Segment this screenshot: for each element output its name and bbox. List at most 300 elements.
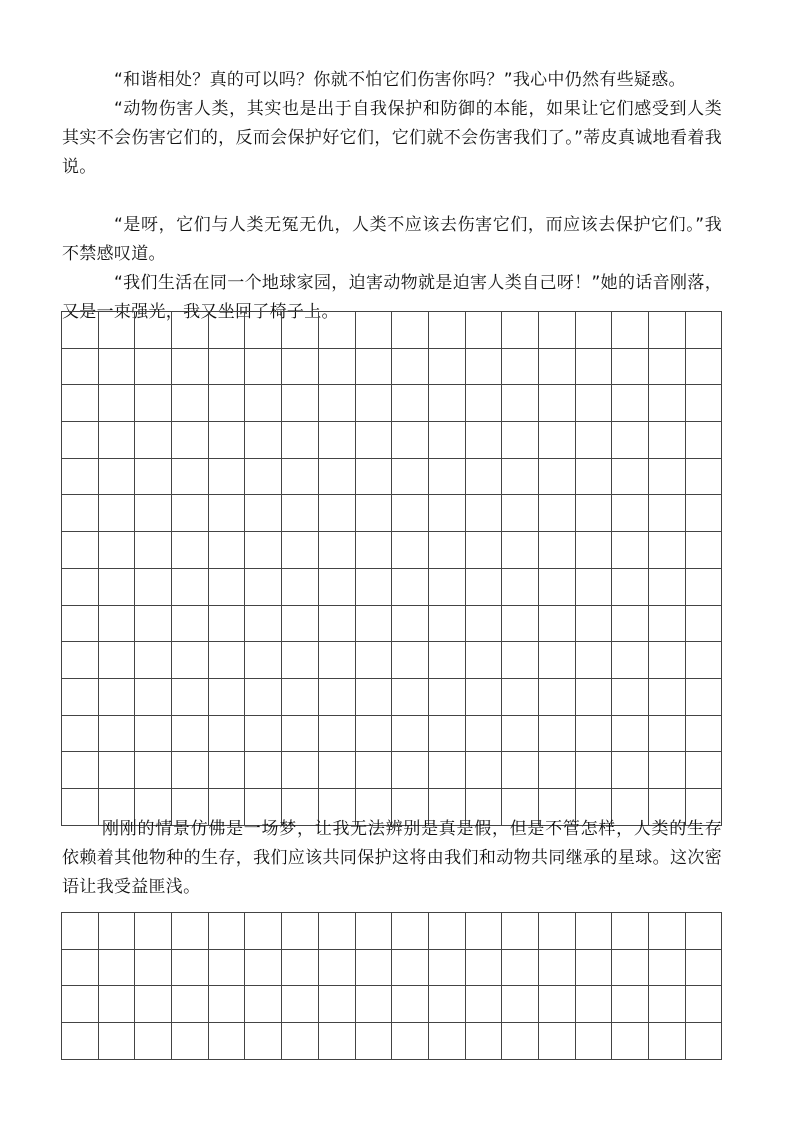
grid-cell <box>209 569 246 606</box>
grid-cell <box>429 495 466 532</box>
grid-cell <box>686 312 723 349</box>
writing-grid-bottom <box>61 912 722 1060</box>
grid-cell <box>466 752 503 789</box>
grid-cell <box>245 606 282 643</box>
grid-cell <box>429 986 466 1023</box>
grid-cell <box>62 752 99 789</box>
grid-cell <box>502 950 539 987</box>
grid-cell <box>135 716 172 753</box>
grid-cell <box>209 349 246 386</box>
grid-cell <box>612 569 649 606</box>
grid-cell <box>502 532 539 569</box>
grid-cell <box>99 642 136 679</box>
grid-cell <box>612 950 649 987</box>
grid-cell <box>539 495 576 532</box>
grid-cell <box>539 422 576 459</box>
grid-cell <box>539 716 576 753</box>
grid-cell <box>319 606 356 643</box>
grid-cell <box>209 752 246 789</box>
grid-cell <box>62 312 99 349</box>
grid-cell <box>576 950 613 987</box>
grid-cell <box>649 312 686 349</box>
grid-cell <box>686 950 723 987</box>
grid-cell <box>612 495 649 532</box>
grid-cell <box>539 349 576 386</box>
grid-cell <box>172 950 209 987</box>
grid-cell <box>99 349 136 386</box>
grid-cell <box>686 986 723 1023</box>
grid-cell <box>686 495 723 532</box>
paragraph-earth-home: “我们生活在同一个地球家园，迫害动物就是迫害人类自己呀！”她的话音刚落，又是一束强光，我又坐回了椅子上。 <box>62 273 722 322</box>
grid-cell <box>282 385 319 422</box>
grid-cell <box>319 679 356 716</box>
grid-cell <box>502 569 539 606</box>
grid-cell <box>172 913 209 950</box>
grid-cell <box>319 312 356 349</box>
grid-cell <box>392 642 429 679</box>
grid-cell <box>135 349 172 386</box>
paragraph-doubt: “和谐相处？真的可以吗？你就不怕它们伤害你吗？”我心中仍然有些疑惑。 <box>114 70 686 90</box>
grid-cell <box>356 312 393 349</box>
grid-cell <box>135 606 172 643</box>
grid-cell <box>319 1023 356 1060</box>
grid-cell <box>135 950 172 987</box>
grid-cell <box>649 495 686 532</box>
grid-cell <box>282 495 319 532</box>
grid-cell <box>502 716 539 753</box>
grid-cell <box>392 349 429 386</box>
grid-cell <box>686 716 723 753</box>
grid-cell <box>392 569 429 606</box>
grid-cell <box>99 312 136 349</box>
grid-cell <box>209 606 246 643</box>
grid-cell <box>319 385 356 422</box>
grid-cell <box>172 679 209 716</box>
grid-cell <box>612 312 649 349</box>
grid-cell <box>135 913 172 950</box>
grid-cell <box>466 913 503 950</box>
writing-grid-main <box>61 311 722 826</box>
grid-cell <box>319 532 356 569</box>
grid-cell <box>649 459 686 496</box>
grid-cell <box>429 752 466 789</box>
paragraph-animal-self-defense: “动物伤害人类，其实也是出于自我保护和防御的本能，如果让它们感受到人类其实不会伤害它们的，反而会保护好它们，它们就不会伤害我们了。”蒂皮真诚地看着我说。 <box>62 99 722 177</box>
grid-cell <box>649 752 686 789</box>
grid-cell <box>392 752 429 789</box>
grid-cell <box>649 679 686 716</box>
grid-cell <box>392 606 429 643</box>
grid-cell <box>209 495 246 532</box>
grid-cell <box>466 495 503 532</box>
grid-cell <box>62 716 99 753</box>
grid-cell <box>356 569 393 606</box>
grid-cell <box>135 642 172 679</box>
grid-cell <box>392 913 429 950</box>
grid-cell <box>62 422 99 459</box>
grid-cell <box>539 642 576 679</box>
grid-cell <box>576 495 613 532</box>
grid-cell <box>356 950 393 987</box>
grid-cell <box>612 913 649 950</box>
grid-cell <box>62 642 99 679</box>
grid-cell <box>502 495 539 532</box>
grid-cell <box>245 913 282 950</box>
grid-cell <box>539 986 576 1023</box>
grid-cell <box>576 569 613 606</box>
grid-cell <box>466 385 503 422</box>
grid-cell <box>539 385 576 422</box>
grid-cell <box>356 1023 393 1060</box>
grid-cell <box>319 752 356 789</box>
grid-cell <box>429 349 466 386</box>
grid-cell <box>135 752 172 789</box>
grid-cell <box>245 950 282 987</box>
grid-cell <box>429 950 466 987</box>
grid-cell <box>612 1023 649 1060</box>
grid-cell <box>392 950 429 987</box>
grid-cell <box>649 986 686 1023</box>
grid-cell <box>209 986 246 1023</box>
grid-cell <box>392 422 429 459</box>
grid-cell <box>135 312 172 349</box>
grid-cell <box>356 752 393 789</box>
grid-cell <box>319 913 356 950</box>
grid-cell <box>62 1023 99 1060</box>
grid-cell <box>576 679 613 716</box>
grid-cell <box>502 459 539 496</box>
grid-cell <box>576 913 613 950</box>
grid-cell <box>319 986 356 1023</box>
grid-cell <box>429 459 466 496</box>
grid-cell <box>429 385 466 422</box>
grid-cell <box>612 532 649 569</box>
grid-cell <box>466 606 503 643</box>
grid-cell <box>429 569 466 606</box>
grid-cell <box>466 950 503 987</box>
grid-cell <box>172 1023 209 1060</box>
grid-cell <box>502 986 539 1023</box>
grid-cell <box>576 312 613 349</box>
grid-cell <box>576 422 613 459</box>
grid-cell <box>62 532 99 569</box>
grid-cell <box>282 642 319 679</box>
grid-cell <box>99 679 136 716</box>
grid-cell <box>612 606 649 643</box>
grid-cell <box>502 1023 539 1060</box>
grid-cell <box>429 642 466 679</box>
grid-cell <box>62 569 99 606</box>
grid-cell <box>319 495 356 532</box>
grid-cell <box>612 349 649 386</box>
grid-cell <box>392 495 429 532</box>
grid-cell <box>62 986 99 1023</box>
grid-cell <box>502 642 539 679</box>
grid-cell <box>502 679 539 716</box>
grid-cell <box>502 606 539 643</box>
grid-cell <box>282 422 319 459</box>
grid-cell <box>319 716 356 753</box>
grid-cell <box>282 716 319 753</box>
grid-cell <box>429 913 466 950</box>
grid-cell <box>502 752 539 789</box>
grid-cell <box>135 532 172 569</box>
grid-cell <box>99 569 136 606</box>
grid-cell <box>392 459 429 496</box>
grid-cell <box>356 349 393 386</box>
grid-cell <box>245 716 282 753</box>
grid-cell <box>612 642 649 679</box>
grid-cell <box>172 716 209 753</box>
grid-cell <box>282 950 319 987</box>
grid-cell <box>62 385 99 422</box>
grid-cell <box>99 986 136 1023</box>
grid-cell <box>319 459 356 496</box>
grid-cell <box>282 349 319 386</box>
grid-cell <box>282 1023 319 1060</box>
grid-cell <box>99 913 136 950</box>
grid-cell <box>576 986 613 1023</box>
grid-cell <box>209 716 246 753</box>
grid-cell <box>686 1023 723 1060</box>
grid-cell <box>392 312 429 349</box>
grid-cell <box>356 986 393 1023</box>
grid-cell <box>429 606 466 643</box>
grid-cell <box>209 1023 246 1060</box>
grid-cell <box>612 716 649 753</box>
grid-cell <box>502 312 539 349</box>
grid-cell <box>245 495 282 532</box>
grid-cell <box>649 569 686 606</box>
grid-cell <box>135 569 172 606</box>
grid-cell <box>282 459 319 496</box>
grid-cell <box>466 986 503 1023</box>
grid-cell <box>99 422 136 459</box>
grid-cell <box>686 569 723 606</box>
grid-cell <box>245 459 282 496</box>
grid-cell <box>135 422 172 459</box>
grid-cell <box>135 495 172 532</box>
grid-cell <box>539 312 576 349</box>
grid-cell <box>612 986 649 1023</box>
grid-cell <box>686 349 723 386</box>
grid-cell <box>612 422 649 459</box>
grid-cell <box>649 642 686 679</box>
grid-cell <box>99 752 136 789</box>
grid-cell <box>466 532 503 569</box>
grid-cell <box>282 913 319 950</box>
grid-cell <box>649 716 686 753</box>
grid-cell <box>576 349 613 386</box>
grid-cell <box>282 312 319 349</box>
grid-cell <box>282 752 319 789</box>
grid-cell <box>245 752 282 789</box>
grid-cell <box>502 349 539 386</box>
grid-cell <box>282 606 319 643</box>
grid-cell <box>135 986 172 1023</box>
grid-cell <box>209 679 246 716</box>
grid-cell <box>539 679 576 716</box>
grid-cell <box>502 913 539 950</box>
grid-cell <box>62 950 99 987</box>
grid-cell <box>466 312 503 349</box>
grid-cell <box>62 606 99 643</box>
grid-cell <box>282 569 319 606</box>
grid-cell <box>466 349 503 386</box>
grid-cell <box>392 1023 429 1060</box>
grid-cell <box>429 716 466 753</box>
grid-cell <box>172 642 209 679</box>
grid-cell <box>392 385 429 422</box>
grid-cell <box>319 642 356 679</box>
grid-cell <box>319 569 356 606</box>
grid-cell <box>429 679 466 716</box>
grid-cell <box>612 385 649 422</box>
grid-cell <box>649 349 686 386</box>
grid-cell <box>172 459 209 496</box>
grid-cell <box>356 495 393 532</box>
grid-cell <box>686 422 723 459</box>
grid-cell <box>99 1023 136 1060</box>
grid-cell <box>466 642 503 679</box>
grid-cell <box>686 752 723 789</box>
grid-cell <box>612 459 649 496</box>
grid-cell <box>649 532 686 569</box>
grid-cell <box>172 986 209 1023</box>
grid-cell <box>245 349 282 386</box>
grid-cell <box>245 679 282 716</box>
grid-cell <box>576 606 613 643</box>
grid-cell <box>392 532 429 569</box>
grid-cell <box>172 532 209 569</box>
grid-cell <box>172 495 209 532</box>
grid-cell <box>245 532 282 569</box>
grid-cell <box>245 642 282 679</box>
grid-cell <box>62 349 99 386</box>
grid-cell <box>539 752 576 789</box>
grid-cell <box>245 986 282 1023</box>
grid-cell <box>356 679 393 716</box>
grid-cell <box>62 913 99 950</box>
grid-cell <box>135 385 172 422</box>
grid-cell <box>172 385 209 422</box>
grid-cell <box>539 459 576 496</box>
grid-cell <box>649 385 686 422</box>
grid-cell <box>209 913 246 950</box>
grid-cell <box>319 950 356 987</box>
grid-cell <box>502 422 539 459</box>
grid-cell <box>539 1023 576 1060</box>
grid-cell <box>282 986 319 1023</box>
grid-cell <box>209 385 246 422</box>
grid-cell <box>576 1023 613 1060</box>
grid-cell <box>649 606 686 643</box>
grid-cell <box>576 532 613 569</box>
grid-cell <box>172 349 209 386</box>
paragraph-conclusion: 刚刚的情景仿佛是一场梦，让我无法辨别是真是假，但是不管怎样，人类的生存依赖着其他物种的生存，我们应该共同保护这将由我们和动物共同继承的星球。这次密语让我受益匪浅。 <box>62 819 722 897</box>
grid-cell <box>612 679 649 716</box>
grid-cell <box>356 385 393 422</box>
grid-cell <box>686 913 723 950</box>
grid-cell <box>466 679 503 716</box>
grid-cell <box>172 569 209 606</box>
grid-cell <box>356 532 393 569</box>
grid-cell <box>539 913 576 950</box>
grid-cell <box>612 752 649 789</box>
grid-cell <box>539 606 576 643</box>
grid-cell <box>282 679 319 716</box>
grid-cell <box>539 532 576 569</box>
paragraph-protect-them: “是呀，它们与人类无冤无仇，人类不应该去伤害它们，而应该去保护它们。”我不禁感叹道。 <box>62 215 722 264</box>
grid-cell <box>245 385 282 422</box>
grid-cell <box>686 532 723 569</box>
grid-cell <box>135 679 172 716</box>
grid-cell <box>686 679 723 716</box>
grid-cell <box>356 459 393 496</box>
grid-cell <box>649 913 686 950</box>
grid-cell <box>62 459 99 496</box>
grid-cell <box>209 642 246 679</box>
grid-cell <box>466 1023 503 1060</box>
grid-cell <box>209 312 246 349</box>
grid-cell <box>209 532 246 569</box>
grid-cell <box>392 986 429 1023</box>
grid-cell <box>686 642 723 679</box>
grid-cell <box>319 422 356 459</box>
grid-cell <box>356 642 393 679</box>
grid-cell <box>466 422 503 459</box>
grid-cell <box>209 950 246 987</box>
grid-cell <box>576 642 613 679</box>
grid-cell <box>99 385 136 422</box>
grid-cell <box>466 569 503 606</box>
grid-cell <box>686 385 723 422</box>
grid-cell <box>172 752 209 789</box>
grid-cell <box>62 679 99 716</box>
grid-cell <box>356 422 393 459</box>
grid-cell <box>245 312 282 349</box>
grid-cell <box>99 495 136 532</box>
grid-cell <box>576 385 613 422</box>
grid-cell <box>209 422 246 459</box>
grid-cell <box>99 716 136 753</box>
grid-cell <box>99 950 136 987</box>
grid-cell <box>686 459 723 496</box>
grid-cell <box>429 1023 466 1060</box>
grid-cell <box>99 532 136 569</box>
grid-cell <box>429 532 466 569</box>
grid-cell <box>356 716 393 753</box>
grid-cell <box>576 716 613 753</box>
grid-cell <box>392 716 429 753</box>
grid-cell <box>99 459 136 496</box>
grid-cell <box>466 716 503 753</box>
grid-cell <box>135 459 172 496</box>
grid-cell <box>172 422 209 459</box>
grid-cell <box>172 606 209 643</box>
grid-cell <box>502 385 539 422</box>
grid-cell <box>282 532 319 569</box>
grid-cell <box>319 349 356 386</box>
grid-cell <box>649 1023 686 1060</box>
grid-cell <box>245 422 282 459</box>
grid-cell <box>245 569 282 606</box>
grid-cell <box>62 495 99 532</box>
grid-cell <box>356 606 393 643</box>
grid-cell <box>576 459 613 496</box>
grid-cell <box>539 569 576 606</box>
grid-cell <box>466 459 503 496</box>
grid-cell <box>172 312 209 349</box>
